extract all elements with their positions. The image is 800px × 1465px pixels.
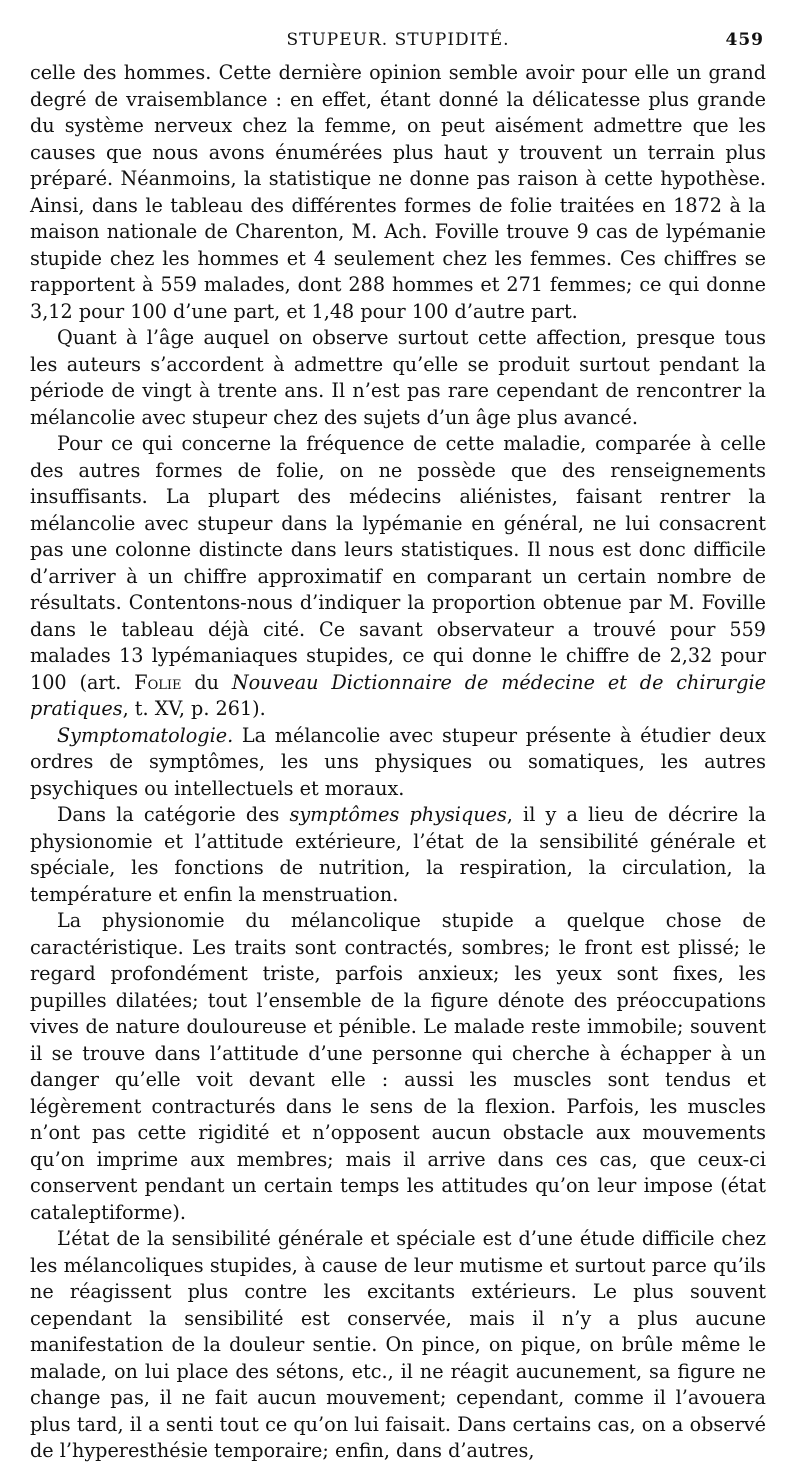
paragraph-symptomatology-text: La mélancolie avec stupeur présente à étudier deux ordres de symptômes, les uns physiques ou somatiques, les autres psychiques ou intellectuels et moraux. xyxy=(30,723,766,800)
paragraph-frequency xyxy=(30,431,766,723)
paragraph-physical-symptoms xyxy=(30,802,766,908)
page-number: 459 xyxy=(725,30,764,50)
section-heading-symptomatologie: Symptomatologie. xyxy=(57,723,234,747)
paragraph-age: Quant à l’âge auquel on observe surtout cette affection, presque tous les auteurs s’accordent à admettre qu’elle se produit surtout pendant la période de vingt à trente ans. Il n’est pas rare cependant de rencontrer la mélancolie avec stupeur chez des sujets d’un âge plus avancé. xyxy=(30,326,766,429)
body-text xyxy=(30,60,766,1465)
paragraph-symptomatology xyxy=(30,723,766,803)
paragraph-physical-before: Dans la catégorie des xyxy=(57,803,290,826)
citation-reference: , t. XV, p. 261). xyxy=(122,697,266,720)
paragraph-frequency-mid: du xyxy=(181,670,232,694)
running-head xyxy=(30,28,766,60)
paragraph-continued: celle des hommes. Cette dernière opinion semble avoir pour elle un grand degré de vraisemblance : en effet, étant donné la délicatesse plus grande du système nerveux chez la femme, on peut aisément admettre que les causes que nous avons énumérées plus haut y trouvent un terrain plus préparé. Néanmoins, la statistique ne donne pas raison à cette hypothèse. Ainsi, dans le tableau des différentes formes de folie traitées en 1872 à la maison nationale de Charenton, M. Ach. Foville trouve 9 cas de lypémanie stupide chez les hommes et 4 seulement chez les femmes. Ces chiffres se rapportent à 559 malades, dont 288 hommes et 271 femmes; ce qui donne 3,12 pour 100 d’une part, et 1,48 pour 100 d’autre part. xyxy=(30,61,766,323)
paragraph-physiognomy: La physionomie du mélancolique stupide a quelque chose de caractéristique. Les traits sont contractés, sombres; le front est plissé; le regard profondément triste, parfois anxieux; les yeux sont fixes, les pupilles dilatées; tout l’ensemble de la figure dénote des préoccupations vives de nature douloureuse et pénible. Le malade reste immobile; souvent il se trouve dans l’attitude d’une personne qui cherche à échapper à un danger qu’elle voit devant elle : aussi les muscles sont tendus et légèrement contracturés dans le sens de la flexion. Parfois, les muscles n’ont pas cette rigidité et n’opposent aucun obstacle aux mouvements qu’on imprime aux membres; mais il arrive dans ces cas, que ceux-ci conservent pendant un certain temps les attitudes qu’on leur impose (état cataleptiforme). xyxy=(30,909,766,1224)
article-name-smallcaps: Folie xyxy=(134,670,182,694)
dictionary-title: Nouveau Dictionnaire de médecine et de chirurgie pratiques xyxy=(30,670,766,720)
paragraph-frequency-text: Pour ce qui concerne la fréquence de cette maladie, comparée à celle des autres formes de folie, on ne possède que des renseignements insuffisants. La plupart des médecins aliénistes, faisant rentrer la mélancolie avec stupeur dans la lypémanie en général, ne lui consacrent pas une colonne distincte dans leurs statistiques. Il nous est donc difficile d’arriver à un chiffre approximatif en comparant un certain nombre de résultats. Contentons-nous d’indiquer la proportion obtenue par M. Foville dans le tableau déjà cité. Ce savant observateur a trouvé pour 559 malades 13 lypémaniaques stupides, ce qui donne le chiffre de 2,32 pour 100 (art. xyxy=(30,432,766,694)
running-title: STUPEUR. STUPIDITÉ. xyxy=(286,30,510,50)
paragraph-sensibility: L’état de la sensibilité générale et spéciale est d’une étude difficile chez les mélancoliques stupides, à cause de leur mutisme et surtout parce qu’ils ne réagissent plus contre les excitants extérieurs. Le plus souvent cependant la sensibilité est conservée, mais il n’y a plus aucune manifestation de la douleur sentie. On pince, on pique, on brûle même le malade, on lui place des sétons, etc., il ne réagit aucunement, sa figure ne change pas, il ne fait aucun mouvement; cependant, comme il l’avouera plus tard, il a senti tout ce qu’on lui faisait. Dans certains cas, on a observé de l’hyperesthésie temporaire; enfin, dans d’autres, xyxy=(30,1227,766,1462)
paragraph-physical-after: , il y a lieu de décrire la physionomie et l’attitude extérieure, l’état de la sensibilité générale et spéciale, les fonctions de nutrition, la respiration, la circulation, la température et enfin la menstruation. xyxy=(30,803,767,906)
term-symptomes-physiques: symptômes physiques xyxy=(289,803,507,826)
